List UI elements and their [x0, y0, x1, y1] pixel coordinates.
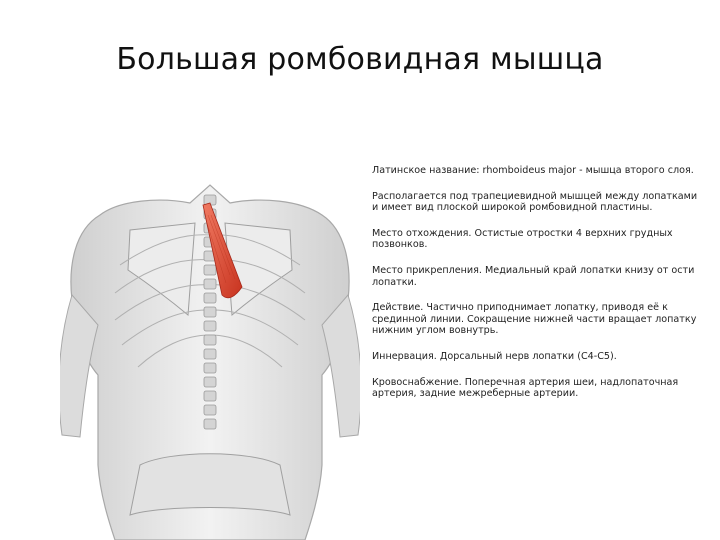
paragraph-insertion: Место прикрепления. Медиальный край лопатки книзу от ости лопатки.	[372, 264, 695, 288]
paragraph-blood-supply: Кровоснабжение. Поперечная артерия шеи, надлопаточная артерия, задние межреберные артерии.	[372, 376, 679, 400]
back-anatomy-illustration	[60, 175, 360, 540]
slide-title: Большая ромбовидная мышца	[116, 42, 604, 78]
paragraph-innervation: Иннервация. Дорсальный нерв лопатки (C4-C5).	[372, 350, 617, 362]
pelvis	[130, 454, 290, 515]
paragraph-latin-name: Латинское название: rhomboideus major - мышца второго слоя.	[372, 165, 694, 176]
paragraph-location: Располагается под трапециевидной мышцей между лопатками и имеет вид плоской широкой ромбовидной пластины.	[372, 190, 698, 214]
description-column	[372, 165, 700, 414]
paragraph-action: Действие. Частично приподнимает лопатку, приводя её к срединной линии. Сокращение нижней части вращает лопатку нижним углом вовнутрь.	[372, 302, 697, 337]
paragraph-origin: Место отхождения. Остистые отростки 4 верхних грудных позвонков.	[372, 227, 673, 251]
back-anatomy-svg	[60, 175, 360, 540]
